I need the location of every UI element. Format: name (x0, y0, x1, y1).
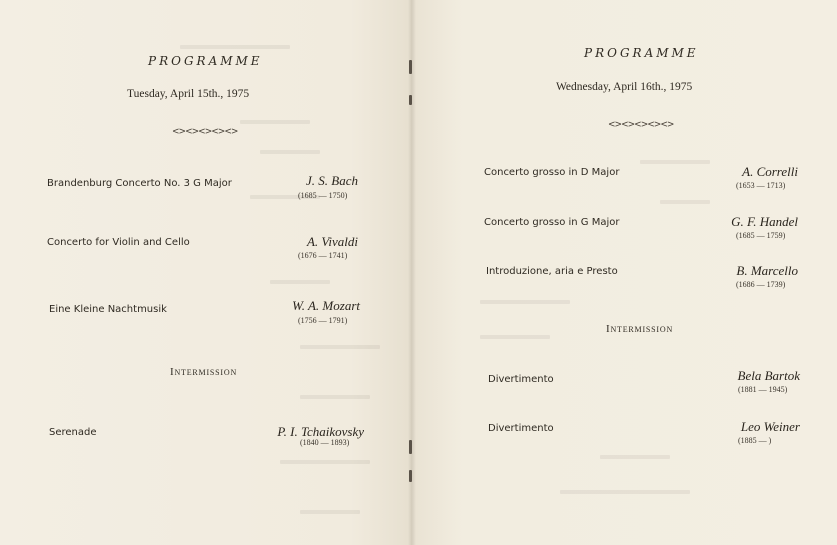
composer-years: (1756 — 1791) (298, 316, 348, 325)
composer-name: G. F. Handel (731, 214, 798, 229)
left-programme-heading: PROGRAMME (148, 54, 263, 68)
binding-mark (409, 440, 412, 454)
composer-years: (1676 — 1741) (298, 251, 348, 260)
composer-years: (1885 — ) (738, 436, 772, 445)
composer-name: B. Marcello (736, 263, 798, 278)
work-title: Eine Kleine Nachtmusik (49, 304, 167, 315)
composer-years: (1881 — 1945) (738, 385, 788, 394)
ornament-divider: <><><><><> (172, 127, 238, 137)
work-title: Divertimento (488, 374, 554, 385)
work-title: Introduzione, aria e Presto (486, 266, 618, 277)
work-title: Concerto grosso in D Major (484, 167, 620, 178)
binding-mark (409, 60, 412, 74)
ornament-divider: <><><><><> (608, 120, 674, 130)
composer-name: Leo Weiner (740, 419, 800, 434)
work-title: Divertimento (488, 423, 554, 434)
intermission-label: Intermission (170, 366, 238, 378)
book-spine (408, 0, 416, 545)
work-title: Brandenburg Concerto No. 3 G Major (47, 178, 232, 189)
composer-years: (1685 — 1750) (298, 191, 348, 200)
work-title: Concerto for Violin and Cello (47, 237, 190, 248)
composer-name: P. I. Tchaikovsky (277, 424, 364, 439)
composer-name: Bela Bartok (737, 368, 800, 383)
composer-name: W. A. Mozart (292, 298, 360, 313)
work-title: Serenade (49, 427, 97, 438)
composer-years: (1840 — 1893) (300, 438, 350, 447)
composer-name: A. Vivaldi (306, 234, 358, 249)
binding-mark (409, 470, 412, 482)
right-programme-heading: PROGRAMME (584, 46, 699, 60)
left-concert-date: Tuesday, April 15th., 1975 (127, 88, 250, 100)
right-concert-date: Wednesday, April 16th., 1975 (556, 81, 693, 93)
composer-years: (1653 — 1713) (736, 181, 786, 190)
intermission-label: Intermission (606, 323, 674, 335)
composer-years: (1686 — 1739) (736, 280, 786, 289)
composer-name: A. Correlli (742, 164, 798, 179)
binding-mark (409, 95, 412, 105)
composer-years: (1685 — 1759) (736, 231, 786, 240)
composer-name: J. S. Bach (306, 173, 358, 188)
work-title: Concerto grosso in G Major (484, 217, 620, 228)
